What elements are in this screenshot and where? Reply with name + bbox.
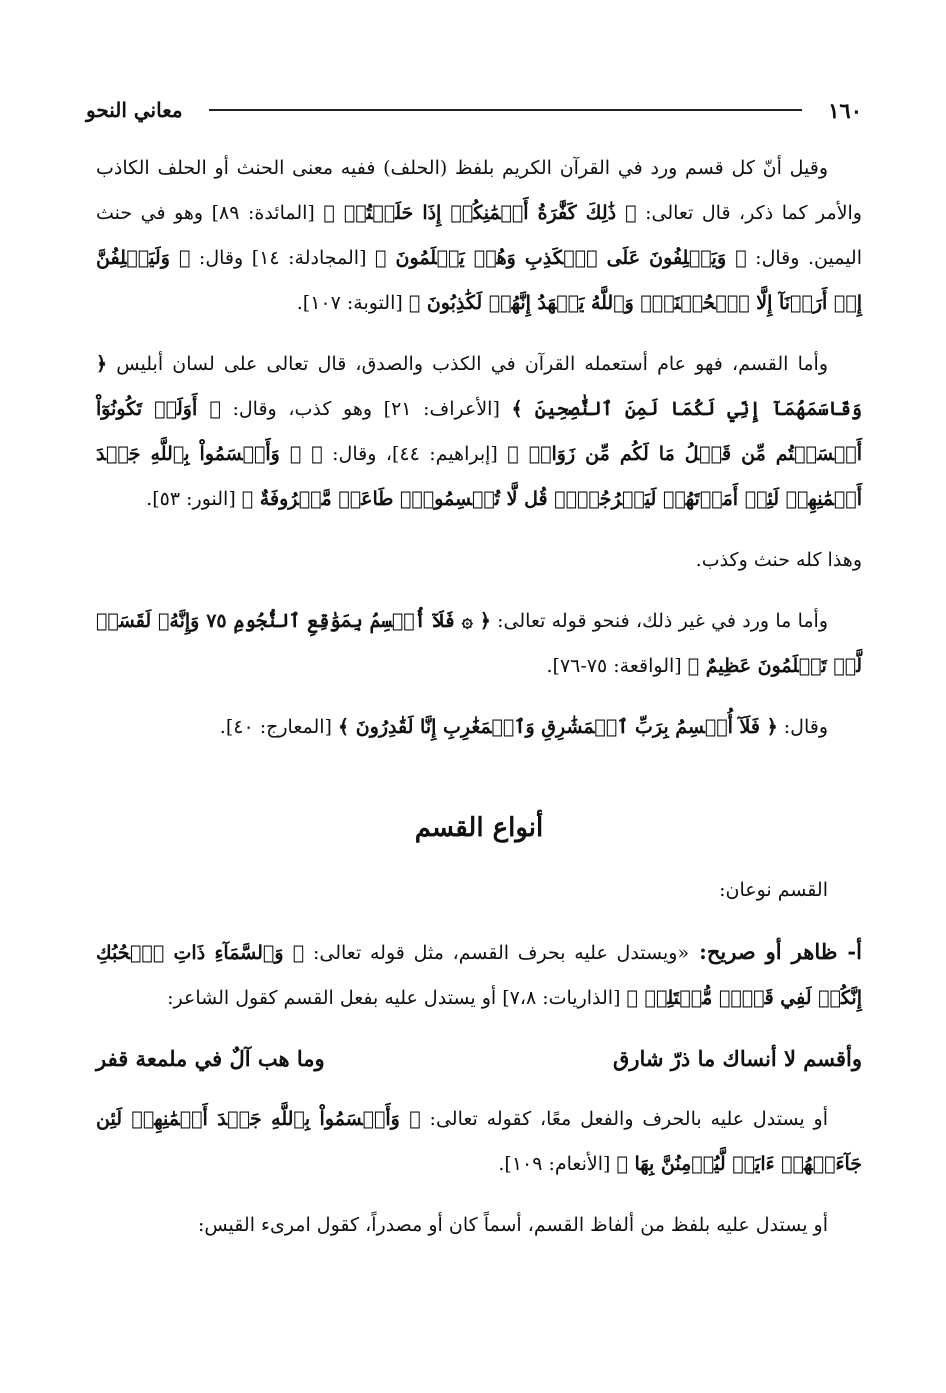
paragraph-types — [96, 868, 862, 913]
paragraph-text: [المائدة: ٨٩] وهو في حنث اليمين. وقال: — [96, 202, 863, 269]
paragraph-text: أو يستدل عليه بالحرف والفعل معًا، كقوله تعالى: — [420, 1108, 828, 1130]
quran-verse: ﴿ وَٱلسَّمَآءِ ذَاتِ ٱلۡحُبُكِ إِنَّكُمۡ لَفِي قَوۡلٖ مُّخۡتَلِفٖ ﴾ — [96, 942, 862, 1009]
quran-verse: ﴿ وَأَقۡسَمُواْ بِٱللَّهِ جَهۡدَ أَيۡمَٰنِهِمۡ لَئِن جَآءَتۡهُمۡ ءَايَةٞ لَّيُؤۡمِنُنَّ بِهَا ﴾ — [96, 1108, 862, 1175]
paragraph-text: [الأنعام: ١٠٩]. — [498, 1153, 617, 1175]
quran-verse: ﴿ ۞ فَلَآ أُقۡسِمُ بِمَوَٰقِعِ ٱلنُّجُومِ ٧٥ وَإِنَّهُۥ لَقَسَمٞ لَّوۡ تَعۡلَمُونَ عَظِيمٌ ﴾ — [96, 610, 862, 677]
verse-hemistich-second: وما هب آلٌ في ملمعة قفر — [96, 1046, 325, 1071]
paragraph-text: [المجادلة: ١٤] وقال: — [190, 247, 376, 269]
paragraph-word — [96, 1203, 862, 1248]
poetry-verse — [96, 1037, 862, 1081]
paragraph-text: [الذاريات: ٧،٨] أو يستدل عليه بفعل القسم كقول الشاعر: — [167, 987, 627, 1009]
paragraph-text: وهذا كله حنث وكذب. — [695, 549, 862, 571]
paragraph-maarij — [96, 705, 862, 750]
paragraph-text: وقيل أنّ كل قسم ورد في القرآن الكريم بلفظ (الحلف) ففيه معنى الحنث أو الحلف الكاذب والأمر كما ذكر، قال تعالى: — [96, 157, 862, 224]
quran-verse: ﴿ وَيَحۡلِفُونَ عَلَى ٱلۡكَذِبِ وَهُمۡ يَعۡلَمُونَ ﴾ — [375, 247, 747, 269]
quran-verse: ﴿ ذَٰلِكَ كَفَّٰرَةُ أَيۡمَٰنِكُمۡ إِذَا حَلَفۡتُمۡ ﴾ — [323, 202, 637, 224]
paragraph-text: [التوبة: ١٠٧]. — [296, 292, 409, 314]
header-rule — [209, 109, 803, 111]
paragraph-both — [96, 1097, 862, 1187]
page-header — [86, 92, 862, 128]
running-title: معاني النحو — [86, 98, 183, 122]
paragraph-hinth — [96, 538, 862, 583]
paragraph-text: وقال: — [777, 716, 828, 738]
paragraph-other — [96, 599, 862, 689]
verse-hemistich-first: وأقسم لا أنساك ما ذرّ شارق — [613, 1046, 862, 1071]
paragraph-qasam — [96, 342, 862, 522]
paragraph-text: «ويستدل عليه بحرف القسم، مثل قوله تعالى: — [304, 942, 690, 964]
paragraph-text: أو يستدل عليه بلفظ من ألفاظ القسم، أسماً كان أو مصدراً، كقول امرىء القيس: — [197, 1214, 828, 1236]
quran-verse: ﴿ ۞ وَأَقۡسَمُواْ بِٱللَّهِ جَهۡدَ أَيۡمَٰنِهِمۡ لَئِنۡ أَمَرۡتَهُمۡ لَيَخۡرُجُنَّۖ قُل لَّا تُقۡسِمُواْۖ طَاعَةٞ مَّعۡرُوفَةٌ ﴾ — [96, 443, 862, 510]
paragraph-text: وأما القسم، فهو عام أستعمله القرآن في الكذب والصدق، قال تعالى على لسان أبليس — [107, 353, 828, 375]
paragraph-text: [المعارج: ٤٠]. — [219, 716, 338, 738]
page-number: ١٦٠ — [828, 97, 862, 123]
quran-verse: ﴿ وَقَاسَمَهُمَآ إِنِّي لَكُمَا لَمِنَ ٱلنَّٰصِحِينَ ﴾ — [96, 353, 862, 420]
item-label: أ- ظاهر أو صريح: — [689, 939, 862, 964]
paragraph-text: [النور: ٥٣]. — [146, 488, 242, 510]
paragraph-text: القسم نوعان: — [719, 879, 828, 901]
quran-verse: ﴿ وَلَيَحۡلِفُنَّ إِنۡ أَرَدۡنَآ إِلَّا ٱلۡحُسۡنَىٰۖ وَٱللَّهُ يَشۡهَدُ إِنَّهُمۡ لَكَٰذِبُونَ ﴾ — [96, 247, 862, 314]
paragraph-text: [إبراهيم: ٤٤]، وقال: — [322, 443, 508, 465]
paragraph-text: وأما ما ورد في غير ذلك، فنحو قوله تعالى: — [490, 610, 829, 632]
body-text — [96, 146, 862, 1264]
paragraph-text: [الواقعة: ٧٥-٧٦]. — [546, 655, 688, 677]
paragraph-hilf — [96, 146, 862, 326]
paragraph-explicit — [96, 929, 862, 1021]
quran-verse: ﴿ فَلَآ أُقۡسِمُ بِرَبِّ ٱلۡمَشَٰرِقِ وَٱلۡمَغَٰرِبِ إِنَّا لَقَٰدِرُونَ ﴾ — [338, 716, 778, 738]
paragraph-text: [الأعراف: ٢١] وهو كذب، وقال: — [220, 398, 512, 420]
quran-verse: ﴿ أَوَلَمۡ تَكُونُوٓاْ أَقۡسَمۡتُم مِّن قَبۡلُ مَا لَكُم مِّن زَوَالٖ ﴾ — [96, 398, 862, 465]
section-title: أنواع القسم — [414, 813, 544, 843]
